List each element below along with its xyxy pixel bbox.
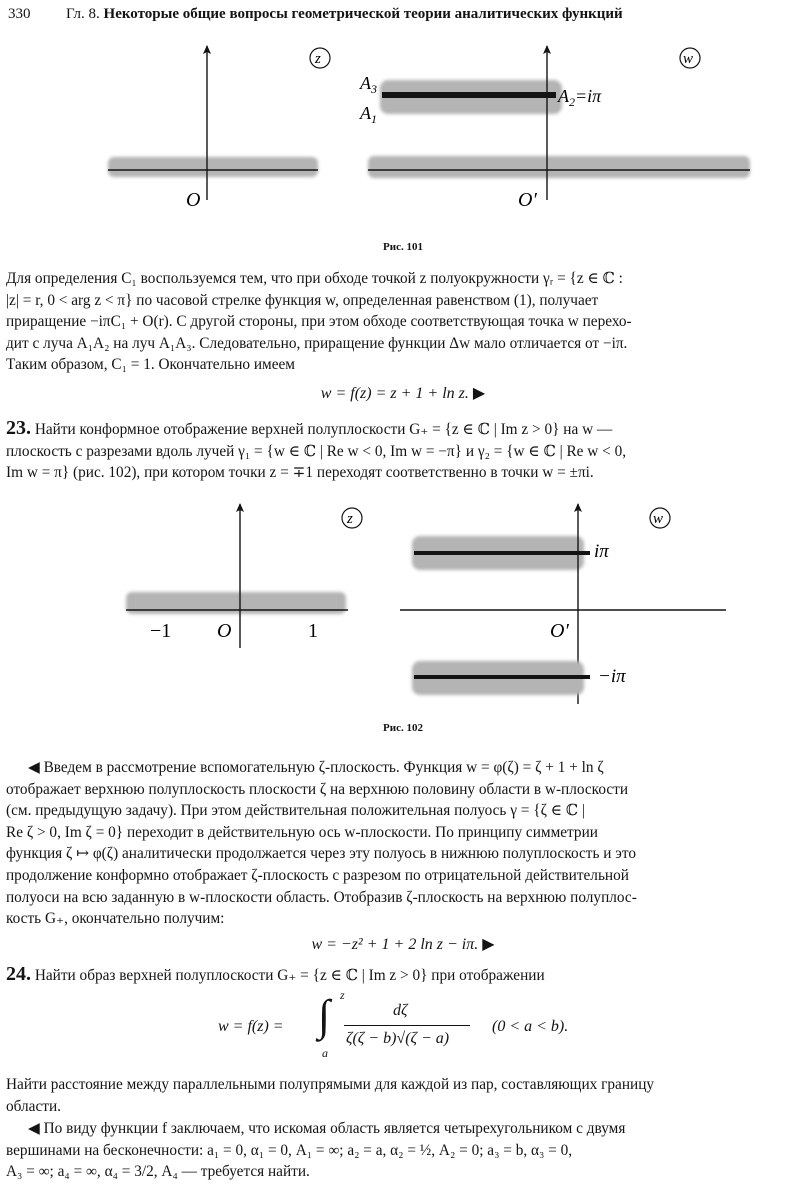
page-number: 330 [8, 6, 31, 22]
problem-23 [6, 418, 796, 484]
fraction-denominator: ζ(ζ − b)√(ζ − a) [346, 1030, 450, 1047]
text-line: Таким образом, C₁ = 1. Окончательно имеем [6, 356, 295, 374]
z-plane-badge-label: z [347, 511, 353, 527]
figure-102 [0, 496, 806, 721]
lower-limit: a [322, 1046, 328, 1060]
label-minus-i-pi: −iπ [598, 666, 626, 687]
formula-lhs: w = f(z) = [218, 1018, 284, 1035]
origin-label-left: O [217, 620, 232, 642]
text-line: ◀ Введем в рассмотрение вспомогательную ζ-плоскость. Функция w = φ(ζ) = ζ + 1 + ln ζ [28, 759, 604, 776]
formula-condition: (0 < a < b). [492, 1018, 569, 1035]
text-line: плоскость с разрезами вдоль лучей γ₁ = {w ∈ ℂ | Re w < 0, Im w = −π} и γ₂ = {w ∈ ℂ | Re w < 0, [6, 442, 627, 460]
origin-label-left: O [186, 189, 201, 211]
shaded-region-right [368, 156, 750, 178]
text-line: Re ζ > 0, Im ζ = 0} переходит в действительную ось w-плоскости. По принципу симметрии [6, 823, 598, 841]
text-line: функция ζ ↦ φ(ζ) аналитически продолжается через эту полуось в нижнюю полуплоскость и это [6, 845, 636, 863]
problem-24 [6, 964, 796, 987]
text-line: Найти расстояние между параллельными полупрямыми для каждой из пар, составляющих границу [6, 1076, 655, 1093]
origin-label-right: O′ [550, 620, 569, 642]
tick-label-1: 1 [308, 620, 318, 642]
integral-sign: ∫ [318, 991, 331, 1040]
label-A2: $A_2=i\pi$ [558, 86, 602, 109]
fraction-numerator: dζ [393, 1002, 408, 1019]
figure-101 [0, 38, 806, 243]
label-A1: $A_1$ [360, 103, 377, 126]
text-line: области. [6, 1097, 61, 1115]
w-plane-badge-label: w [683, 51, 694, 67]
z-plane-badge-label: z [315, 51, 321, 67]
text-line: продолжение конформно отображает ζ-плоскость с разрезом по отрицательной действительной [6, 866, 629, 884]
upper-limit: z [340, 988, 345, 1002]
text-line: 24. Найти образ верхней полуплоскости G₊ = {z ∈ ℂ | Im z > 0} при отображении [6, 963, 545, 985]
text-line: Im w = π} (рис. 102), при котором точки z = ∓1 переходят соответственно в точки w = ±πi. [6, 464, 594, 482]
integral-formula [0, 988, 806, 1064]
paragraph-constant-c1 [6, 268, 796, 376]
text-line: вершинами на бесконечности: a₁ = 0, α₁ = 0, A₁ = ∞; a₂ = a, α₂ = ½, A₂ = 0; a₃ = b, α₃ = 0, [6, 1141, 573, 1159]
formula-result-1: w = f(z) = z + 1 + ln z. ▶ [320, 385, 486, 402]
text-line: |z| = r, 0 < arg z < π} по часовой стрелке функция w, определенная равенством (1), получает [6, 291, 599, 309]
problem-number: 24. [6, 963, 31, 985]
figure-102-caption: Рис. 102 [383, 722, 423, 734]
text-line: ◀ По виду функции f заключаем, что искомая область является четырехугольником с двумя [28, 1120, 626, 1137]
fraction-bar [344, 1025, 470, 1026]
text-line: отображает верхнюю полуплоскость плоскости ζ на верхнюю половину области в w-плоскости [6, 780, 629, 798]
chapter-title: Некоторые общие вопросы геометрической теории аналитических функций [103, 6, 623, 22]
problem-24-question [6, 1074, 796, 1117]
text-line: дит с луча A₁A₂ на луч A₁A₃. Следовательно, приращение функции Δw мало отличается от −iπ. [6, 334, 628, 352]
shaded-region-left [126, 592, 346, 614]
figure-101-caption: Рис. 101 [383, 241, 423, 253]
chapter-heading [66, 6, 623, 23]
chapter-prefix: Гл. 8. [66, 6, 100, 22]
text-line: 23. Найти конформное отображение верхней полуплоскости G₊ = {z ∈ ℂ | Im z > 0} на w — [6, 417, 613, 439]
text-line: (см. предыдущую задачу). При этом действительная положительная полуось γ = {ζ ∈ ℂ | [6, 802, 585, 820]
label-A3: $A_3$ [360, 73, 377, 96]
running-header [6, 4, 796, 28]
shaded-region-left [108, 157, 318, 177]
text-line: A₃ = ∞; a₄ = ∞, α₄ = 3/2, A₄ — требуется найти. [6, 1163, 310, 1181]
text-line: полуоси на всю заданную в w-плоскости область. Отобразив ζ-плоскость на верхнюю полуплос- [6, 888, 637, 906]
solution-23 [6, 757, 796, 930]
text-line: Для определения C₁ воспользуемся тем, что при обходе точкой z полуокружности γᵣ = {z ∈ ℂ : [6, 270, 623, 287]
problem-number: 23. [6, 417, 31, 439]
text-line: кость G₊, окончательно получим: [6, 910, 225, 928]
text-line: приращение −iπC₁ + O(r). С другой стороны, при этом обходе соответствующая точка w перехо- [6, 313, 632, 331]
w-plane-badge-label: w [653, 511, 664, 527]
formula-result-2: w = −z² + 1 + 2 ln z − iπ. ▶ [311, 936, 495, 953]
origin-label-right: O′ [518, 189, 537, 211]
solution-24 [6, 1118, 796, 1183]
label-i-pi: iπ [594, 541, 609, 562]
tick-label-minus-1: −1 [150, 620, 172, 642]
